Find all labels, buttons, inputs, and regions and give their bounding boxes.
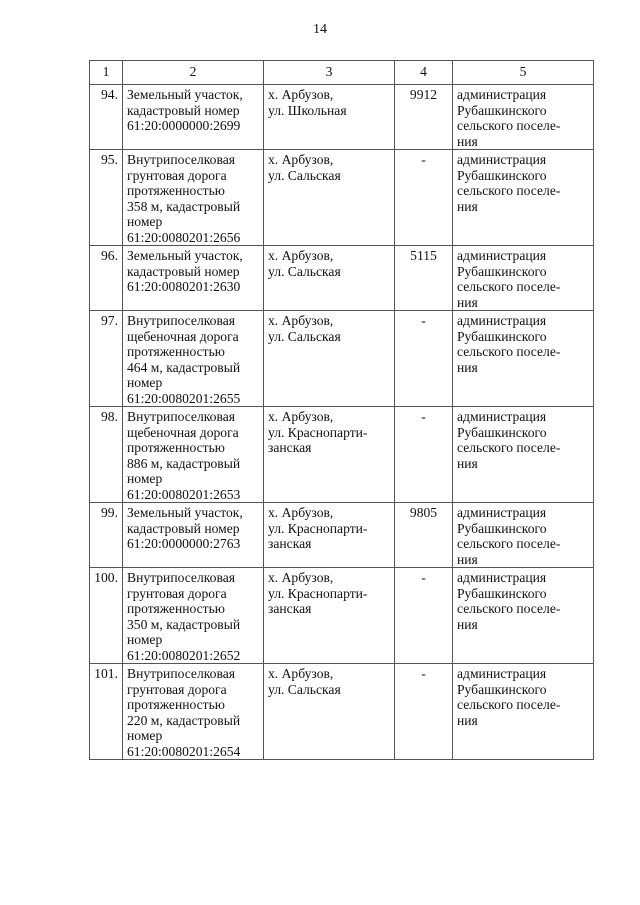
row-number: 100.	[90, 568, 123, 664]
description-line: Земельный участок,	[127, 505, 243, 520]
description-line: номер	[127, 471, 163, 486]
object-owner	[453, 664, 594, 760]
address-line: ул. Сальская	[268, 167, 341, 183]
table-body	[90, 85, 594, 760]
object-owner	[453, 407, 594, 503]
address-line: х. Арбузов,	[268, 570, 334, 585]
address-line: ул. Сальская	[268, 681, 341, 697]
object-area: 9912	[395, 85, 453, 150]
description-line: 886 м, кадастровый	[127, 455, 241, 471]
owner-line: Рубашкинского	[457, 681, 547, 697]
description-line: номер	[127, 375, 163, 390]
owner-line: ния	[457, 616, 478, 632]
column-header-owner: 5	[453, 61, 594, 85]
address-line: ул. Сальская	[268, 263, 341, 279]
owner-line: ния	[457, 551, 478, 567]
address-line: х. Арбузов,	[268, 409, 334, 424]
owner-line: Рубашкинского	[457, 424, 547, 440]
description-line: протяженностью	[127, 183, 225, 198]
object-owner	[453, 246, 594, 311]
description-line: Внутрипоселковая	[127, 409, 235, 424]
description-line: кадастровый номер	[127, 520, 240, 536]
object-description	[123, 311, 264, 407]
owner-line: Рубашкинского	[457, 167, 547, 183]
object-area: 9805	[395, 503, 453, 568]
row-number: 99.	[90, 503, 123, 568]
owner-line: администрация	[457, 570, 547, 585]
object-description	[123, 85, 264, 150]
owner-line: Рубашкинского	[457, 263, 547, 279]
address-line: занская	[268, 536, 312, 551]
owner-line: сельского поселе-	[457, 118, 561, 133]
address-line: ул. Краснопарти-	[268, 520, 368, 536]
address-line: х. Арбузов,	[268, 505, 334, 520]
owner-line: сельского поселе-	[457, 183, 561, 198]
owner-line: администрация	[457, 87, 547, 102]
object-description	[123, 503, 264, 568]
owner-line: ния	[457, 359, 478, 375]
description-line: грунтовая дорога	[127, 167, 227, 183]
description-line: 61:20:0000000:2699	[127, 118, 241, 133]
object-address	[264, 503, 395, 568]
description-line: номер	[127, 728, 163, 743]
description-line: кадастровый номер	[127, 263, 240, 279]
owner-line: сельского поселе-	[457, 279, 561, 294]
description-line: протяженностью	[127, 697, 225, 712]
address-line: ул. Сальская	[268, 328, 341, 344]
owner-line: администрация	[457, 248, 547, 263]
row-number: 95.	[90, 150, 123, 246]
description-line: 358 м, кадастровый	[127, 198, 241, 214]
address-line: ул. Школьная	[268, 102, 347, 118]
table-row	[90, 311, 594, 407]
description-line: грунтовая дорога	[127, 585, 227, 601]
owner-line: сельского поселе-	[457, 344, 561, 359]
property-registry-table	[89, 60, 594, 760]
owner-line: администрация	[457, 409, 547, 424]
table-row	[90, 664, 594, 760]
object-owner	[453, 503, 594, 568]
object-address	[264, 85, 395, 150]
description-line: 61:20:0080201:2652	[127, 647, 241, 663]
object-owner	[453, 568, 594, 664]
address-line: ул. Краснопарти-	[268, 585, 368, 601]
description-line: Земельный участок,	[127, 248, 243, 263]
description-line: номер	[127, 632, 163, 647]
object-owner	[453, 85, 594, 150]
object-address	[264, 407, 395, 503]
description-line: 61:20:0000000:2763	[127, 536, 241, 551]
object-area: -	[395, 568, 453, 664]
address-line: ул. Краснопарти-	[268, 424, 368, 440]
description-line: грунтовая дорога	[127, 681, 227, 697]
description-line: Внутрипоселковая	[127, 313, 235, 328]
description-line: протяженностью	[127, 440, 225, 455]
description-line: Земельный участок,	[127, 87, 243, 102]
description-line: 61:20:0080201:2630	[127, 279, 241, 294]
column-header-area: 4	[395, 61, 453, 85]
object-description	[123, 664, 264, 760]
object-owner	[453, 150, 594, 246]
address-line: занская	[268, 601, 312, 616]
description-line: 61:20:0080201:2654	[127, 743, 241, 759]
description-line: 61:20:0080201:2655	[127, 390, 241, 406]
header-row	[90, 61, 594, 85]
owner-line: администрация	[457, 152, 547, 167]
description-line: 464 м, кадастровый	[127, 359, 241, 375]
description-line: кадастровый номер	[127, 102, 240, 118]
column-header-description: 2	[123, 61, 264, 85]
owner-line: ния	[457, 198, 478, 214]
object-area: -	[395, 407, 453, 503]
object-address	[264, 246, 395, 311]
owner-line: ния	[457, 712, 478, 728]
owner-line: сельского поселе-	[457, 601, 561, 616]
owner-line: ния	[457, 133, 478, 149]
owner-line: администрация	[457, 313, 547, 328]
object-area: -	[395, 664, 453, 760]
object-address	[264, 311, 395, 407]
address-line: х. Арбузов,	[268, 248, 334, 263]
object-description	[123, 246, 264, 311]
object-description	[123, 150, 264, 246]
page-number: 14	[313, 22, 327, 37]
address-line: х. Арбузов,	[268, 152, 334, 167]
table-row	[90, 568, 594, 664]
description-line: 61:20:0080201:2653	[127, 486, 241, 502]
object-description	[123, 568, 264, 664]
description-line: 350 м, кадастровый	[127, 616, 241, 632]
object-description	[123, 407, 264, 503]
owner-line: сельского поселе-	[457, 440, 561, 455]
owner-line: администрация	[457, 666, 547, 681]
object-area: -	[395, 150, 453, 246]
address-line: х. Арбузов,	[268, 666, 334, 681]
object-address	[264, 664, 395, 760]
description-line: протяженностью	[127, 344, 225, 359]
owner-line: Рубашкинского	[457, 520, 547, 536]
row-number: 96.	[90, 246, 123, 311]
description-line: 61:20:0080201:2656	[127, 229, 241, 245]
object-address	[264, 568, 395, 664]
owner-line: сельского поселе-	[457, 536, 561, 551]
table-row	[90, 246, 594, 311]
table-row	[90, 407, 594, 503]
description-line: Внутрипоселковая	[127, 152, 235, 167]
row-number: 97.	[90, 311, 123, 407]
description-line: Внутрипоселковая	[127, 666, 235, 681]
description-line: 220 м, кадастровый	[127, 712, 241, 728]
owner-line: Рубашкинского	[457, 585, 547, 601]
column-header-number: 1	[90, 61, 123, 85]
row-number: 94.	[90, 85, 123, 150]
owner-line: Рубашкинского	[457, 102, 547, 118]
description-line: Внутрипоселковая	[127, 570, 235, 585]
object-area: 5115	[395, 246, 453, 311]
address-line: занская	[268, 440, 312, 455]
row-number: 98.	[90, 407, 123, 503]
object-address	[264, 150, 395, 246]
owner-line: сельского поселе-	[457, 697, 561, 712]
description-line: номер	[127, 214, 163, 229]
owner-line: администрация	[457, 505, 547, 520]
object-area: -	[395, 311, 453, 407]
description-line: протяженностью	[127, 601, 225, 616]
address-line: х. Арбузов,	[268, 87, 334, 102]
column-header-address: 3	[264, 61, 395, 85]
description-line: щебеночная дорога	[127, 424, 239, 440]
row-number: 101.	[90, 664, 123, 760]
table-row	[90, 503, 594, 568]
table-row	[90, 85, 594, 150]
owner-line: Рубашкинского	[457, 328, 547, 344]
address-line: х. Арбузов,	[268, 313, 334, 328]
owner-line: ния	[457, 455, 478, 471]
description-line: щебеночная дорога	[127, 328, 239, 344]
table-row	[90, 150, 594, 246]
owner-line: ния	[457, 294, 478, 310]
object-owner	[453, 311, 594, 407]
